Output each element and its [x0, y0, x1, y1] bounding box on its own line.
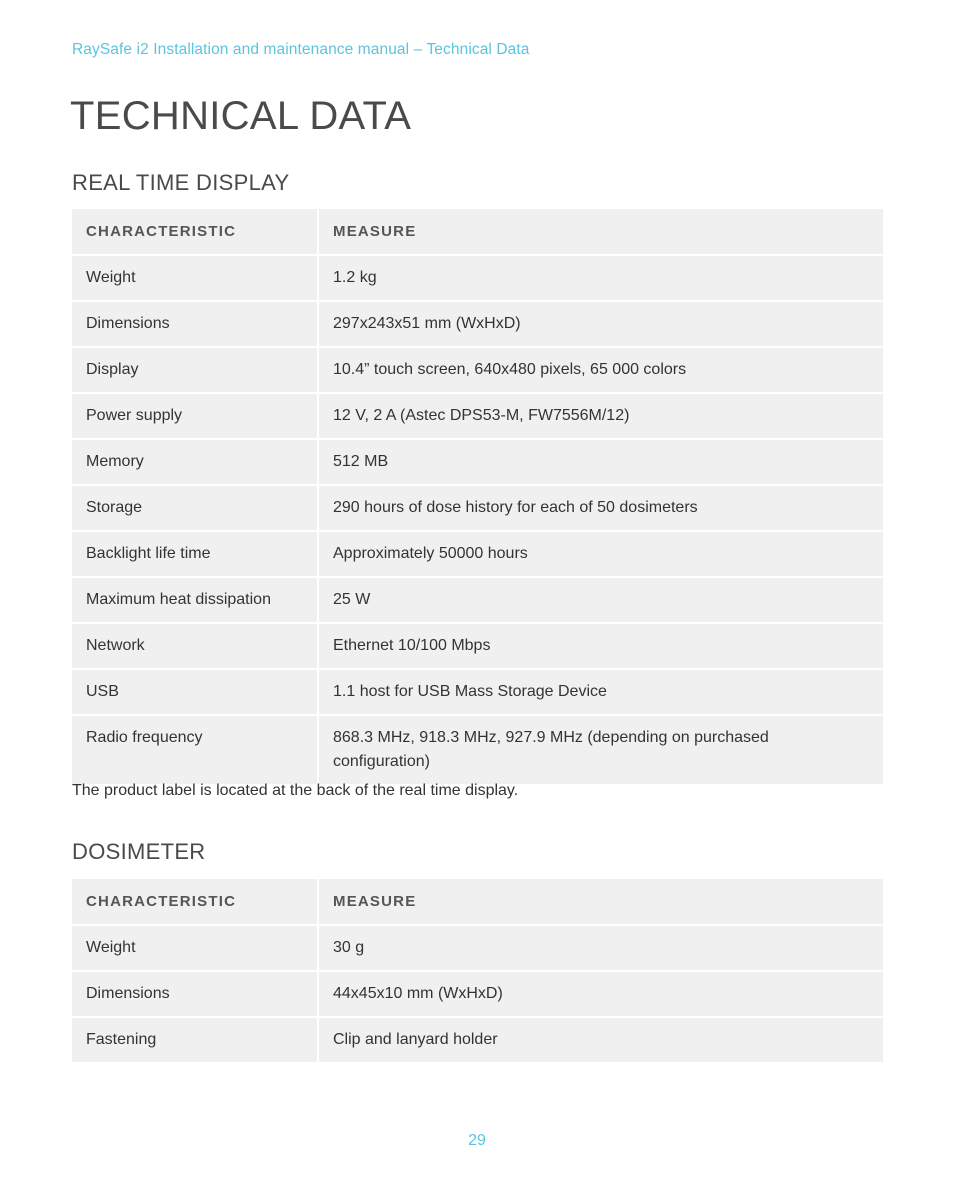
measure-cell: 10.4” touch screen, 640x480 pixels, 65 000 colors	[319, 348, 883, 394]
measure-cell: 290 hours of dose history for each of 50 dosimeters	[319, 486, 883, 532]
characteristic-cell: Network	[72, 624, 319, 670]
measure-cell: 1.1 host for USB Mass Storage Device	[319, 670, 883, 716]
measure-cell: 25 W	[319, 578, 883, 624]
section-title-dosimeter: DOSIMETER	[72, 839, 206, 864]
table-row	[72, 532, 883, 578]
product-label-note: The product label is located at the back of the real time display.	[72, 782, 519, 799]
table-header-row	[72, 879, 883, 926]
table-row	[72, 486, 883, 532]
measure-cell: 868.3 MHz, 918.3 MHz, 927.9 MHz (depending on purchased configuration)	[319, 716, 883, 786]
measure-cell: 1.2 kg	[319, 256, 883, 302]
characteristic-cell: Storage	[72, 486, 319, 532]
characteristic-cell: Dimensions	[72, 972, 319, 1018]
dosimeter-table	[72, 879, 883, 1064]
measure-cell: 297x243x51 mm (WxHxD)	[319, 302, 883, 348]
table-row	[72, 256, 883, 302]
measure-cell: 12 V, 2 A (Astec DPS53-M, FW7556M/12)	[319, 394, 883, 440]
measure-cell: 512 MB	[319, 440, 883, 486]
characteristic-cell: Weight	[72, 926, 319, 972]
page-title: TECHNICAL DATA	[70, 94, 412, 138]
table-row	[72, 302, 883, 348]
measure-cell: Clip and lanyard holder	[319, 1018, 883, 1064]
characteristic-cell: Power supply	[72, 394, 319, 440]
table-row	[72, 624, 883, 670]
characteristic-cell: Fastening	[72, 1018, 319, 1064]
column-header-measure: MEASURE	[319, 879, 883, 926]
column-header-measure: MEASURE	[319, 209, 883, 256]
measure-cell: Approximately 50000 hours	[319, 532, 883, 578]
measure-cell: 44x45x10 mm (WxHxD)	[319, 972, 883, 1018]
characteristic-cell: USB	[72, 670, 319, 716]
table-row	[72, 440, 883, 486]
column-header-characteristic: CHARACTERISTIC	[72, 209, 319, 256]
table-row	[72, 1018, 883, 1064]
table-row	[72, 716, 883, 786]
table-row	[72, 926, 883, 972]
characteristic-cell: Dimensions	[72, 302, 319, 348]
characteristic-cell: Display	[72, 348, 319, 394]
table-row	[72, 394, 883, 440]
running-header: RaySafe i2 Installation and maintenance manual – Technical Data	[72, 41, 530, 58]
characteristic-cell: Backlight life time	[72, 532, 319, 578]
section-title-real-time-display: REAL TIME DISPLAY	[72, 170, 290, 195]
column-header-characteristic: CHARACTERISTIC	[72, 879, 319, 926]
table-row	[72, 578, 883, 624]
table-header-row	[72, 209, 883, 256]
characteristic-cell: Weight	[72, 256, 319, 302]
table-row	[72, 972, 883, 1018]
table-row	[72, 348, 883, 394]
page-number: 29	[468, 1132, 486, 1149]
characteristic-cell: Radio frequency	[72, 716, 319, 786]
table-row	[72, 670, 883, 716]
real-time-display-table	[72, 209, 883, 786]
characteristic-cell: Memory	[72, 440, 319, 486]
measure-cell: 30 g	[319, 926, 883, 972]
measure-cell: Ethernet 10/100 Mbps	[319, 624, 883, 670]
characteristic-cell: Maximum heat dissipation	[72, 578, 319, 624]
